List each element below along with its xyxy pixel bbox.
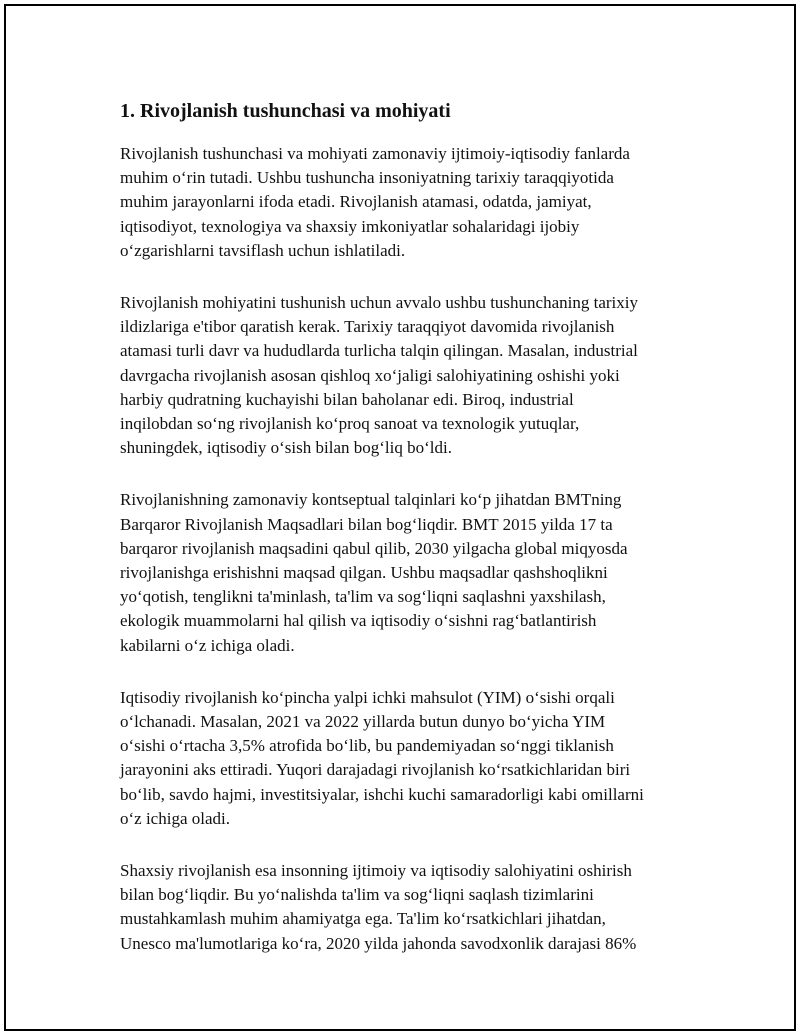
text-line: muhim jarayonlarni ifoda etadi. Rivojlanish atamasi, odatda, jamiyat,: [120, 192, 592, 212]
text-line: ekologik muammolarni hal qilish va iqtisodiy o‘sishni rag‘batlantirish: [120, 611, 597, 631]
text-line: iqtisodiyot, texnologiya va shaxsiy imkoniyatlar sohalaridagi ijobiy: [120, 216, 580, 236]
text-line: shuningdek, iqtisodiy o‘sish bilan bog‘liq bo‘ldi.: [120, 438, 452, 458]
document-content: [120, 98, 710, 984]
section-heading: 1. Rivojlanish tushunchasi va mohiyati: [120, 100, 451, 122]
text-line: davrgacha rivojlanish asosan qishloq xo‘jaligi salohiyatining oshishi yoki: [120, 365, 620, 385]
text-line: Shaxsiy rivojlanish esa insonning ijtimoiy va iqtisodiy salohiyatini oshirish: [120, 861, 632, 881]
text-line: Barqaror Rivojlanish Maqsadlari bilan bog‘liqdir. BMT 2015 yilda 17 ta: [120, 514, 613, 534]
text-line: mustahkamlash muhim ahamiyatga ega. Ta'lim ko‘rsatkichlari jihatdan,: [120, 909, 606, 929]
text-line: Unesco ma'lumotlariga ko‘ra, 2020 yilda jahonda savodxonlik darajasi 86%: [120, 933, 637, 953]
text-line: Rivojlanish mohiyatini tushunish uchun avvalo ushbu tushunchaning tarixiy: [120, 293, 638, 313]
text-line: o‘lchanadi. Masalan, 2021 va 2022 yillarda butun dunyo bo‘yicha YIM: [120, 712, 606, 732]
text-line: ildizlariga e'tibor qaratish kerak. Tarixiy taraqqiyot davomida rivojlanish: [120, 317, 615, 337]
text-line: kabilarni o‘z ichiga oladi.: [120, 635, 295, 655]
text-line: o‘sishi o‘rtacha 3,5% atrofida bo‘lib, bu pandemiyadan so‘nggi tiklanish: [120, 736, 614, 756]
text-line: bo‘lib, savdo hajmi, investitsiyalar, ishchi kuchi samaradorligi kabi omillarni: [120, 784, 644, 804]
paragraph-4: [120, 686, 710, 831]
text-line: o‘z ichiga oladi.: [120, 808, 230, 828]
text-line: Rivojlanishning zamonaviy kontseptual talqinlari ko‘p jihatdan BMTning: [120, 490, 622, 510]
text-line: o‘zgarishlarni tavsiflash uchun ishlatiladi.: [120, 240, 406, 260]
paragraph-1: [120, 142, 710, 263]
paragraph-3: [120, 488, 710, 657]
paragraph-2: [120, 291, 710, 460]
text-line: barqaror rivojlanish maqsadini qabul qilib, 2030 yilgacha global miqyosda: [120, 538, 628, 558]
text-line: atamasi turli davr va hududlarda turlicha talqin qilingan. Masalan, industrial: [120, 341, 638, 361]
paragraph-5: [120, 859, 710, 956]
text-line: jarayonini aks ettiradi. Yuqori darajadagi rivojlanish ko‘rsatkichlaridan biri: [120, 760, 631, 780]
text-line: Iqtisodiy rivojlanish ko‘pincha yalpi ichki mahsulot (YIM) o‘sishi orqali: [120, 687, 615, 707]
text-line: muhim o‘rin tutadi. Ushbu tushuncha insoniyatning tarixiy taraqqiyotida: [120, 168, 614, 188]
text-line: yo‘qotish, tenglikni ta'minlash, ta'lim va sog‘liqni saqlashni yaxshilash,: [120, 587, 606, 607]
text-line: Rivojlanish tushunchasi va mohiyati zamonaviy ijtimoiy-iqtisodiy fanlarda: [120, 144, 630, 163]
text-line: harbiy qudratning kuchayishi bilan baholanar edi. Biroq, industrial: [120, 389, 574, 409]
text-line: inqilobdan so‘ng rivojlanish ko‘proq sanoat va texnologik yutuqlar,: [120, 414, 580, 434]
page-frame: [4, 4, 796, 1031]
text-line: bilan bog‘liqdir. Bu yo‘nalishda ta'lim va sog‘liqni saqlash tizimlarini: [120, 885, 594, 905]
text-line: rivojlanishga erishishni maqsad qilgan. Ushbu maqsadlar qashshoqlikni: [120, 563, 608, 583]
